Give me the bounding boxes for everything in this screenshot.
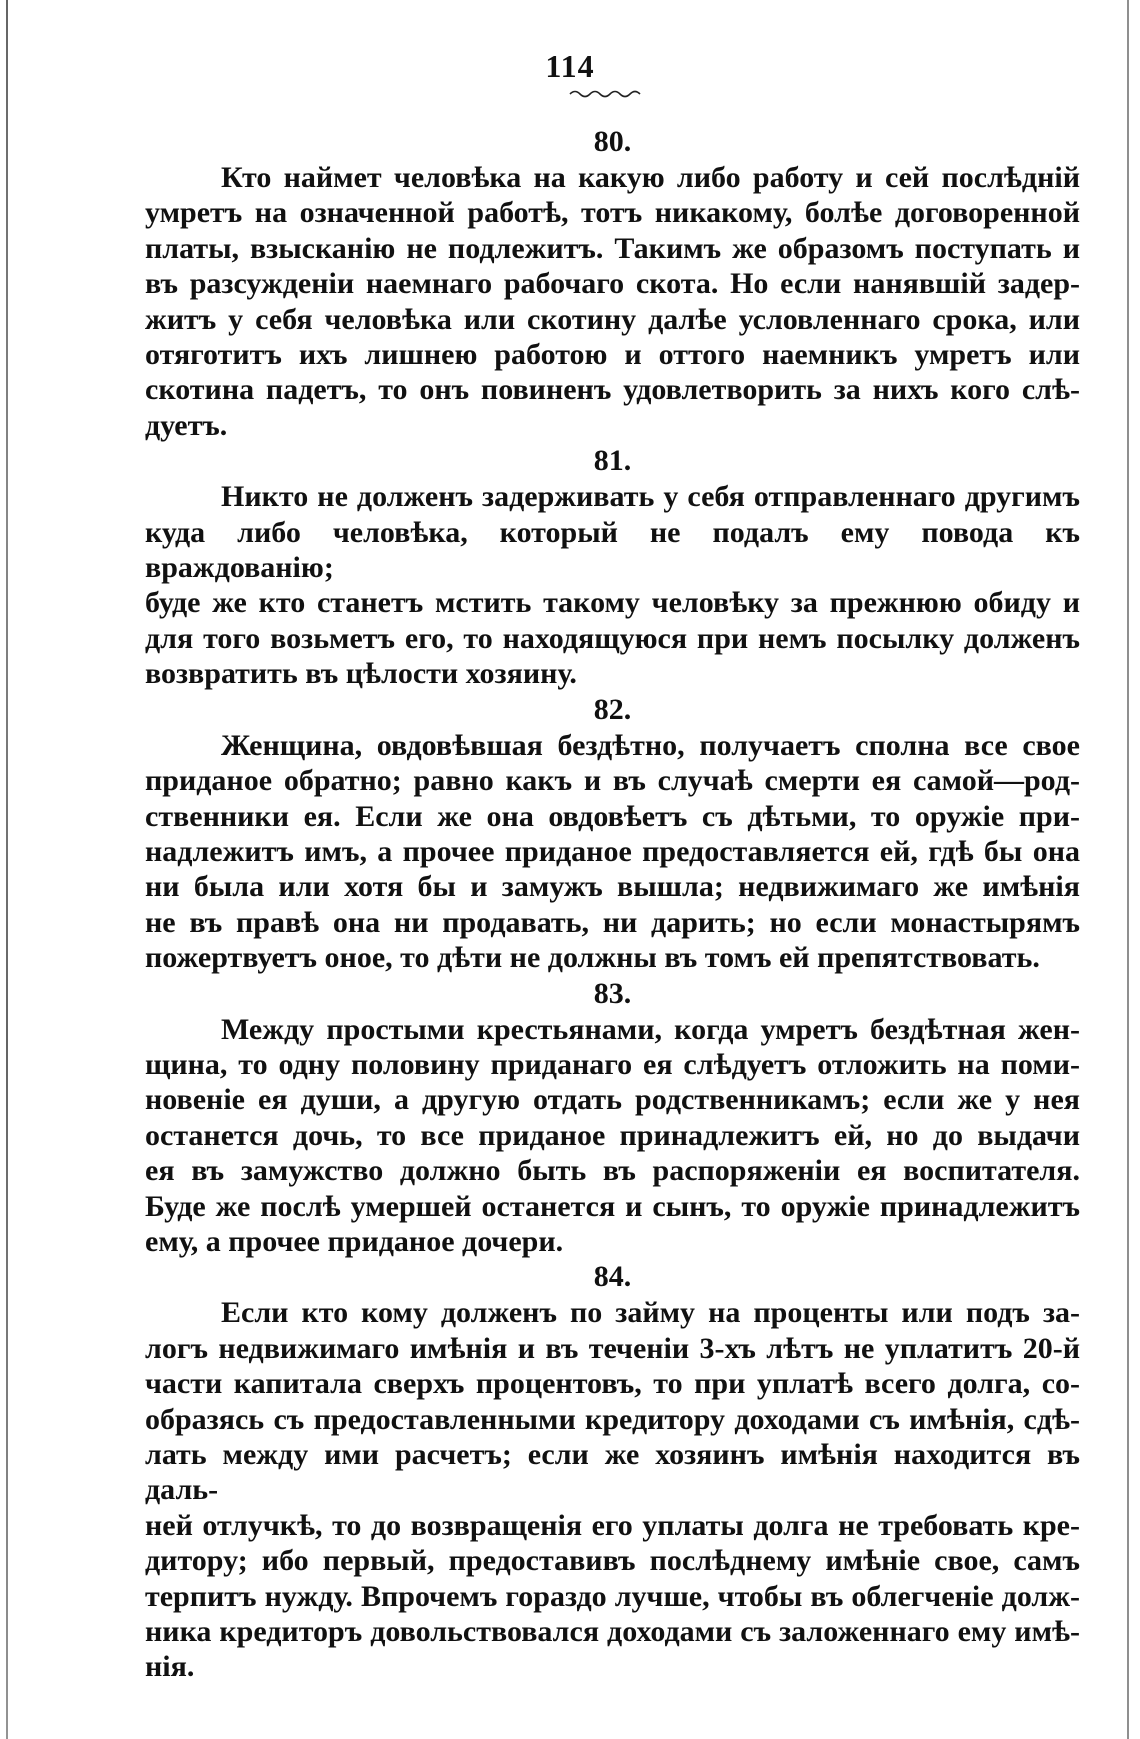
article-number: 81. [593,444,632,478]
text-line: Между простыми крестьянами, когда умретъ бездѣтная жен- [221,1012,1080,1046]
text-line: Женщина, овдовѣвшая бездѣтно, получаетъ сполна все свое [221,728,1080,762]
article-paragraph [145,1012,1080,1260]
text-line: возвратить въ цѣлости хозяину. [145,657,577,691]
article-paragraph [145,479,1080,691]
text-line: дуетъ. [145,408,228,442]
text-line: образясь съ предоставленными кредитору доходами съ имѣнiя, сдѣ- [145,1402,1080,1436]
text-line: ни была или хотя бы и замужъ вышла; недвижимаго же имѣнiя [145,870,1080,904]
article-number: 84. [593,1260,632,1294]
text-line: ней отлучкѣ, то до возвращенiя его уплаты долга не требовать кре- [145,1508,1080,1542]
page-scan-edge-right [1127,0,1129,1739]
text-line: приданое обратно; равно какъ и въ случаѣ смерти ея самой—род- [145,764,1080,798]
article-number: 83. [593,976,632,1010]
text-line: житъ у себя человѣка или скотину далѣе условленнаго срока, или [145,302,1080,336]
text-line: пожертвуетъ оное, то дѣти не должны въ томъ ей препятствовать. [145,941,1040,975]
text-line: логъ недвижимаго имѣнiя и въ теченiи 3-хъ лѣтъ не уплатитъ 20-й [145,1331,1080,1365]
article-paragraph [145,1295,1080,1684]
text-line: скотина падетъ, то онъ повиненъ удовлетворить за нихъ кого слѣ- [145,373,1080,407]
article-number: 80. [593,125,632,158]
text-line: терпитъ нужду. Впрочемъ гораздо лучше, чтобы въ облегченiе долж- [145,1579,1080,1613]
text-line: ему, а прочее приданое дочери. [145,1224,564,1258]
page-scan-edge-left [6,0,8,1739]
text-line: ственники ея. Если же она овдовѣетъ съ дѣтьми, то оружiе при- [145,799,1080,833]
text-line: части капитала сверхъ процентовъ, то при уплатѣ всего долга, со- [145,1367,1080,1401]
text-line: платы, взысканiю не подлежитъ. Такимъ же образомъ поступать и [145,231,1080,265]
text-line: не въ правѣ она ни продавать, ни дарить; но если монастырямъ [145,905,1080,939]
article-number: 82. [593,692,632,726]
text-line: Если кто кому долженъ по займу на проценты или подъ за- [221,1296,1080,1330]
page-number-ornament [568,88,644,100]
page-number: 114 [545,48,595,84]
text-line: дитору; ибо первый, предоставивъ послѣднему имѣнiе свое, самъ [145,1544,1080,1578]
text-line: ника кредиторъ довольствовался доходами съ заложеннаго ему имѣ- [145,1615,1080,1649]
article-paragraph [145,160,1080,443]
article-paragraph [145,728,1080,976]
text-line: отяготитъ ихъ лишнею работою и оттого наемникъ умретъ или [145,338,1080,372]
text-line: лать между ими расчетъ; если же хозяинъ имѣнiя находится въ даль- [145,1438,1080,1507]
text-line: Буде же послѣ умершей останется и сынъ, то оружiе принадлежитъ [145,1189,1080,1223]
text-line: Кто наймет человѣка на какую либо работу и сей послѣднiй [221,161,1080,194]
text-line: для того возьметъ его, то находящуюся при немъ посылку долженъ [145,621,1080,655]
text-line: нiя. [145,1650,195,1684]
text-line: буде же кто станетъ мстить такому человѣку за прежнюю обиду и [145,586,1080,620]
text-line: ея въ замужство должно быть въ распоряженiи ея воспитателя. [145,1154,1080,1188]
text-line: новенiе ея души, а другую отдать родственникамъ; если же у нея [145,1083,1080,1117]
text-line: останется дочь, то все приданое принадлежитъ ей, но до выдачи [145,1118,1080,1152]
text-line: умретъ на означенной работѣ, тотъ никакому, болѣе договоренной [145,196,1080,230]
text-line: въ разсужденiи наемнаго рабочаго скота. Но если нанявшiй задер- [145,267,1080,301]
text-line: Никто не долженъ задерживать у себя отправленнаго другимъ [221,480,1080,514]
text-line: куда либо человѣка, который не подалъ ему повода къ враждованiю; [145,515,1080,585]
text-line: надлежитъ имъ, а прочее приданое предоставляется ей, гдѣ бы она [145,834,1080,868]
article-body [145,124,1080,1685]
text-line: щина, то одну половину приданаго ея слѣдуетъ отложить на поми- [145,1047,1080,1081]
